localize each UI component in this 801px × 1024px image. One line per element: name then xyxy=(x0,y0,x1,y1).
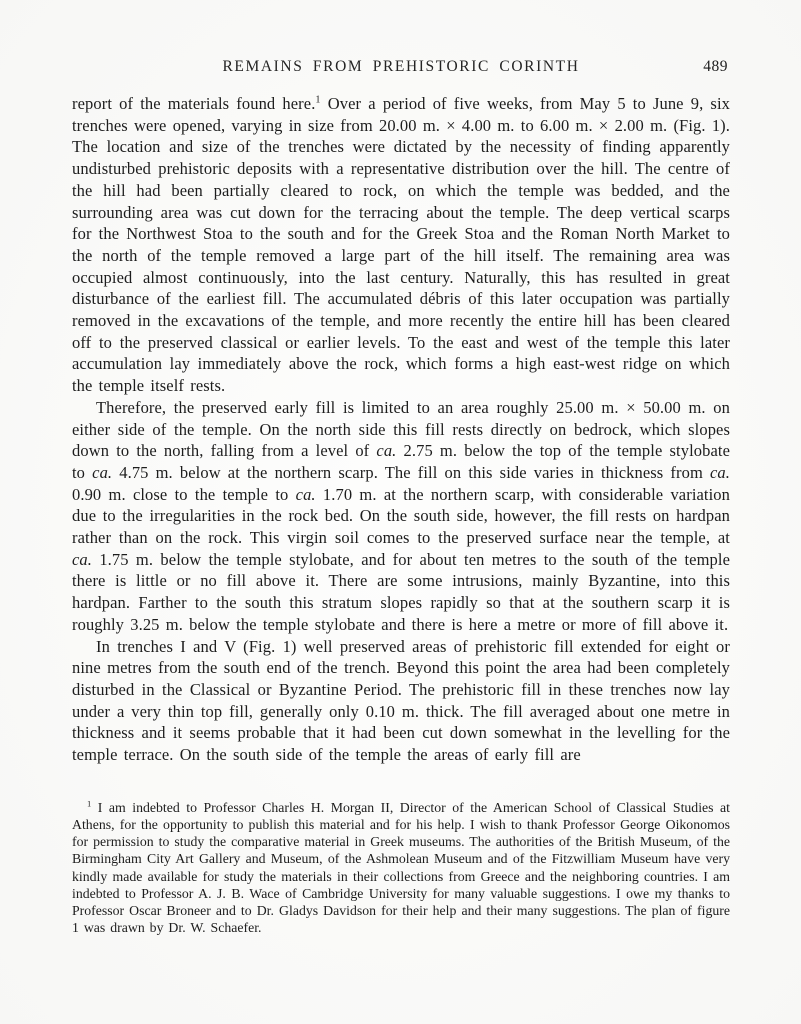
text-run: 1.70 m. at the northern scarp, with considerable variation due to the irregularities in the rock bed. On the south side, however, the fill rests on hardpan rather than on the rock. This virgin soil comes to the preserved surface near the temple, at xyxy=(72,484,731,548)
text-run: Therefore, the preserved early fill is limited to an area roughly 25.00 m. × 50.00 m. on either side of the temple. On the north side this fill rests directly on bedrock, which slopes down to the north, falling from a level of xyxy=(72,397,730,461)
text-run: 4.75 m. below at the northern scarp. The fill on this side varies in thickness from xyxy=(112,462,710,482)
text-run: ca. xyxy=(710,462,730,482)
text-run: ca. xyxy=(295,484,316,504)
footnote-reference: 1 xyxy=(87,798,92,809)
footnote xyxy=(72,799,730,937)
text-run: ca. xyxy=(376,441,397,461)
running-title: REMAINS FROM PREHISTORIC CORINTH xyxy=(222,58,580,75)
text-run: ca. xyxy=(92,462,113,482)
text-run: report of the materials found here. xyxy=(72,94,316,113)
text-run: In trenches I and V (Fig. 1) well preserved areas of prehistoric fill extended for eight or nine metres from the south end of the trench. Beyond this point the area had been completely disturbed in the Classical or Byzantine Period. The prehistoric fill in these trenches now lay under a very thin top fill, generally only 0.10 m. thick. The fill averaged about one metre in thickness and it seems probable that it had been cut down somewhat in the levelling for the temple terrace. On the south side of the temple the areas of early fill are xyxy=(72,636,730,765)
footnote-reference: 1 xyxy=(315,94,321,106)
paragraph xyxy=(72,93,730,397)
paragraph xyxy=(72,397,730,636)
text-run: 1.75 m. below the temple stylobate, and for about ten metres to the south of the temple there is little or no fill above it. There are some intrusions, mainly Byzantine, into this hardpan. Farther to the south this stratum slopes rapidly so that at the southern scarp it is roughly 3.25 m. below the temple stylobate and there is here a metre or more of fill above it. xyxy=(72,549,730,634)
footnote-text xyxy=(72,799,730,937)
text-run: 0.90 m. close to the temple to xyxy=(72,484,296,504)
text-run: ca. xyxy=(72,549,92,569)
text-run: 2.75 m. below the top of the temple stylobate to xyxy=(72,441,730,482)
page-header xyxy=(72,58,730,80)
body-paragraphs xyxy=(72,93,730,766)
page-number: 489 xyxy=(703,58,728,75)
text-run: Over a period of five weeks, from May 5 to June 9, six trenches were opened, varying in size from 20.00 m. × 4.00 m. to 6.00 m. × 2.00 m. (Fig. 1). The location and size of the trenches were dictated by the necessity of finding apparently undisturbed prehistoric deposits with a representative distribution over the hill. The centre of the hill had been partially cleared to rock, on which the temple was bedded, and the surrounding area was cut down for the terracing about the temple. The deep vertical scarps for the Northwest Stoa to the south and for the Greek Stoa and the Roman North Market to the north of the temple removed a large part of the hill itself. The remaining area was occupied almost continuously, into the last century. Naturally, this has resulted in great disturbance of the earliest fill. The accumulated débris of this later occupation was partially removed in the excavations of the temple, and more recently the entire hill has been cleared off to the preserved classical or earlier levels. To the east and west of the temple this later accumulation lay immediately above the rock, which forms a high east-west ridge on which the temple itself rests. xyxy=(72,94,730,396)
paragraph xyxy=(72,636,730,766)
text-run: I am indebted to Professor Charles H. Morgan II, Director of the American School of Classical Studies at Athens, for the opportunity to publish this material and for his help. I wish to thank Professor George Oikonomos for permission to study the comparative material in Greek museums. The authorities of the British Museum, of the Birmingham City Art Gallery and Museum, of the Ashmolean Museum and of the Fitzwilliam Museum have very kindly made available for study the materials in their collections from Greece and the neighboring countries. I am indebted to Professor A. J. B. Wace of Cambridge University for many valuable suggestions. I owe my thanks to Professor Oscar Broneer and to Dr. Gladys Davidson for their help and their many suggestions. The plan of figure 1 was drawn by Dr. W. Schaefer. xyxy=(72,799,730,936)
